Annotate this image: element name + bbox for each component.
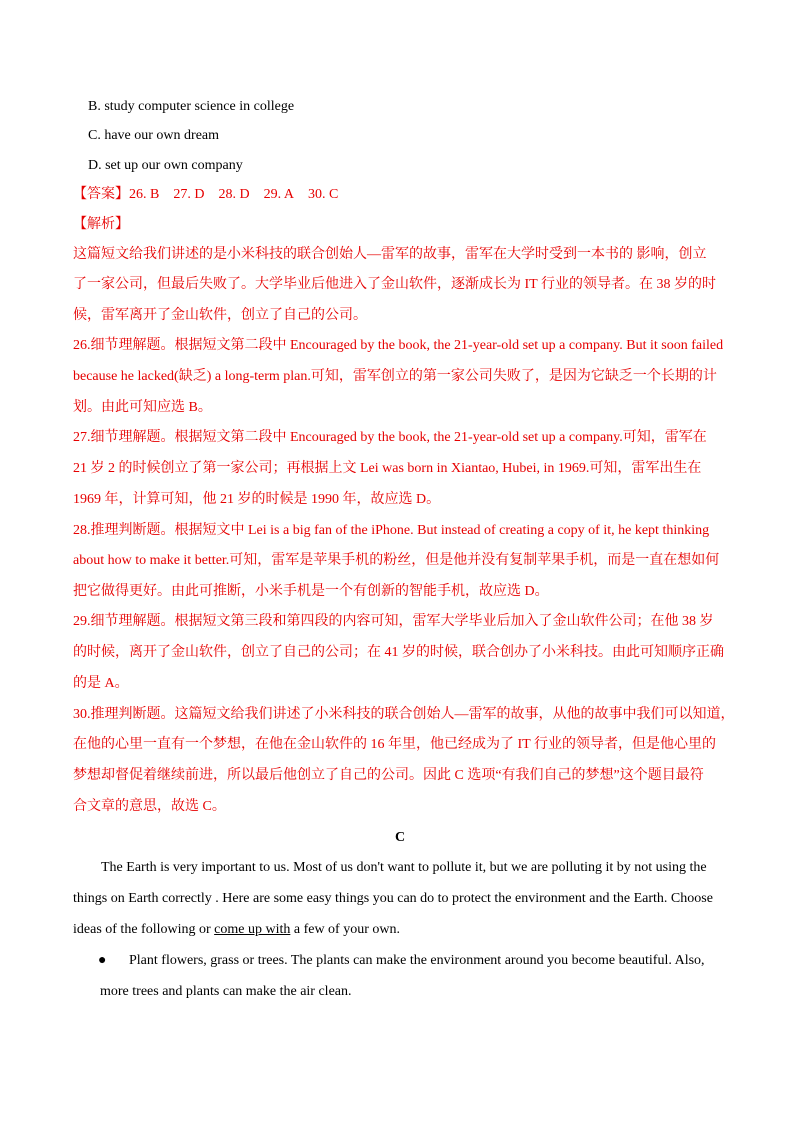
- explanation-line: 29.细节理解题。根据短文第三段和第四段的内容可知，雷军大学毕业后加入了金山软件公司；在他 38 岁: [73, 614, 714, 629]
- explanation-line: 28.推理判断题。根据短文中 Lei is a big fan of the iPhone. But instead of creating a copy of it, he kept thinking: [73, 523, 710, 538]
- explanation-line: 合文章的意思，故选 C。: [73, 799, 226, 814]
- answer-line: [73, 185, 338, 205]
- answer-item: 29. A: [263, 187, 294, 202]
- explanation-line: 候，雷军离开了金山软件，创立了自己的公司。: [73, 308, 367, 323]
- option-b: B. study computer science in college: [88, 99, 295, 114]
- answer-item: 27. D: [173, 187, 205, 202]
- explanation-line: 了一家公司，但最后失败了。大学毕业后他进入了金山软件，逐渐成长为 IT 行业的领导者。在 38 岁的时: [73, 277, 716, 292]
- passage-text: a few of your own.: [290, 922, 400, 937]
- bullet-text: Plant flowers, grass or trees. The plants can make the environment around you become beautiful. Also,: [129, 953, 705, 968]
- explanation-line: 1969 年，计算可知，他 21 岁的时候是 1990 年，故应选 D。: [73, 492, 441, 507]
- passage-text: ideas of the following or: [73, 922, 215, 937]
- answer-label: 【答案】: [73, 187, 129, 202]
- analysis-label: 【解析】: [73, 217, 129, 232]
- bullet-icon: ●: [98, 953, 107, 968]
- answer-item: 28. D: [218, 187, 250, 202]
- bullet-text-continued: more trees and plants can make the air clean.: [100, 984, 352, 999]
- answer-item: 30. C: [307, 187, 339, 202]
- explanation-line: 27.细节理解题。根据短文第二段中 Encouraged by the book, the 21-year-old set up a company.可知，雷军在: [73, 430, 707, 445]
- underlined-phrase: come up with: [214, 922, 291, 937]
- section-heading: C: [394, 830, 406, 845]
- explanation-line: 在他的心里一直有一个梦想，在他在金山软件的 16 年里，他已经成为了 IT 行业的领导者，但是他心里的: [73, 737, 716, 752]
- explanation-line: about how to make it better.可知，雷军是苹果手机的粉丝，但是他并没有复制苹果手机，而是一直在想如何: [73, 553, 720, 568]
- explanation-line: 的时候，离开了金山软件，创立了自己的公司；在 41 岁的时候，联合创办了小米科技。由此可知顺序正确: [73, 645, 724, 660]
- explanation-line: because he lacked(缺乏) a long-term plan.可知，雷军创立的第一家公司失败了，是因为它缺乏一个长期的计: [73, 369, 717, 384]
- option-c: C. have our own dream: [88, 128, 220, 143]
- option-d: D. set up our own company: [88, 158, 243, 173]
- passage-line: The Earth is very important to us. Most of us don't want to pollute it, but we are polluting it by not using the: [101, 860, 707, 875]
- explanation-line: 这篇短文给我们讲述的是小米科技的联合创始人—雷军的故事，雷军在大学时受到一本书的 影响，创立: [73, 247, 707, 262]
- passage-line: [73, 920, 727, 940]
- answer-item: 26. B: [129, 187, 160, 202]
- explanation-line: 的是 A。: [73, 676, 129, 691]
- explanation-line: 划。由此可知应选 B。: [73, 400, 212, 415]
- explanation-line: 26.细节理解题。根据短文第二段中 Encouraged by the book, the 21-year-old set up a company. But it soon failed: [73, 338, 724, 353]
- explanation-line: 把它做得更好。由此可推断，小米手机是一个有创新的智能手机，故应选 D。: [73, 584, 549, 599]
- explanation-line: 30.推理判断题。这篇短文给我们讲述了小米科技的联合创始人—雷军的故事，从他的故事中我们可以知道，: [73, 707, 735, 722]
- passage-line: things on Earth correctly . Here are some easy things you can do to protect the environment and the Earth. Choose: [73, 891, 713, 906]
- explanation-line: 梦想却督促着继续前进，所以最后他创立了自己的公司。因此 C 选项“有我们自己的梦想”这个题目最符: [73, 768, 704, 783]
- explanation-line: 21 岁 2 的时候创立了第一家公司；再根据上文 Lei was born in Xiantao, Hubei, in 1969.可知，雷军出生在: [73, 461, 702, 476]
